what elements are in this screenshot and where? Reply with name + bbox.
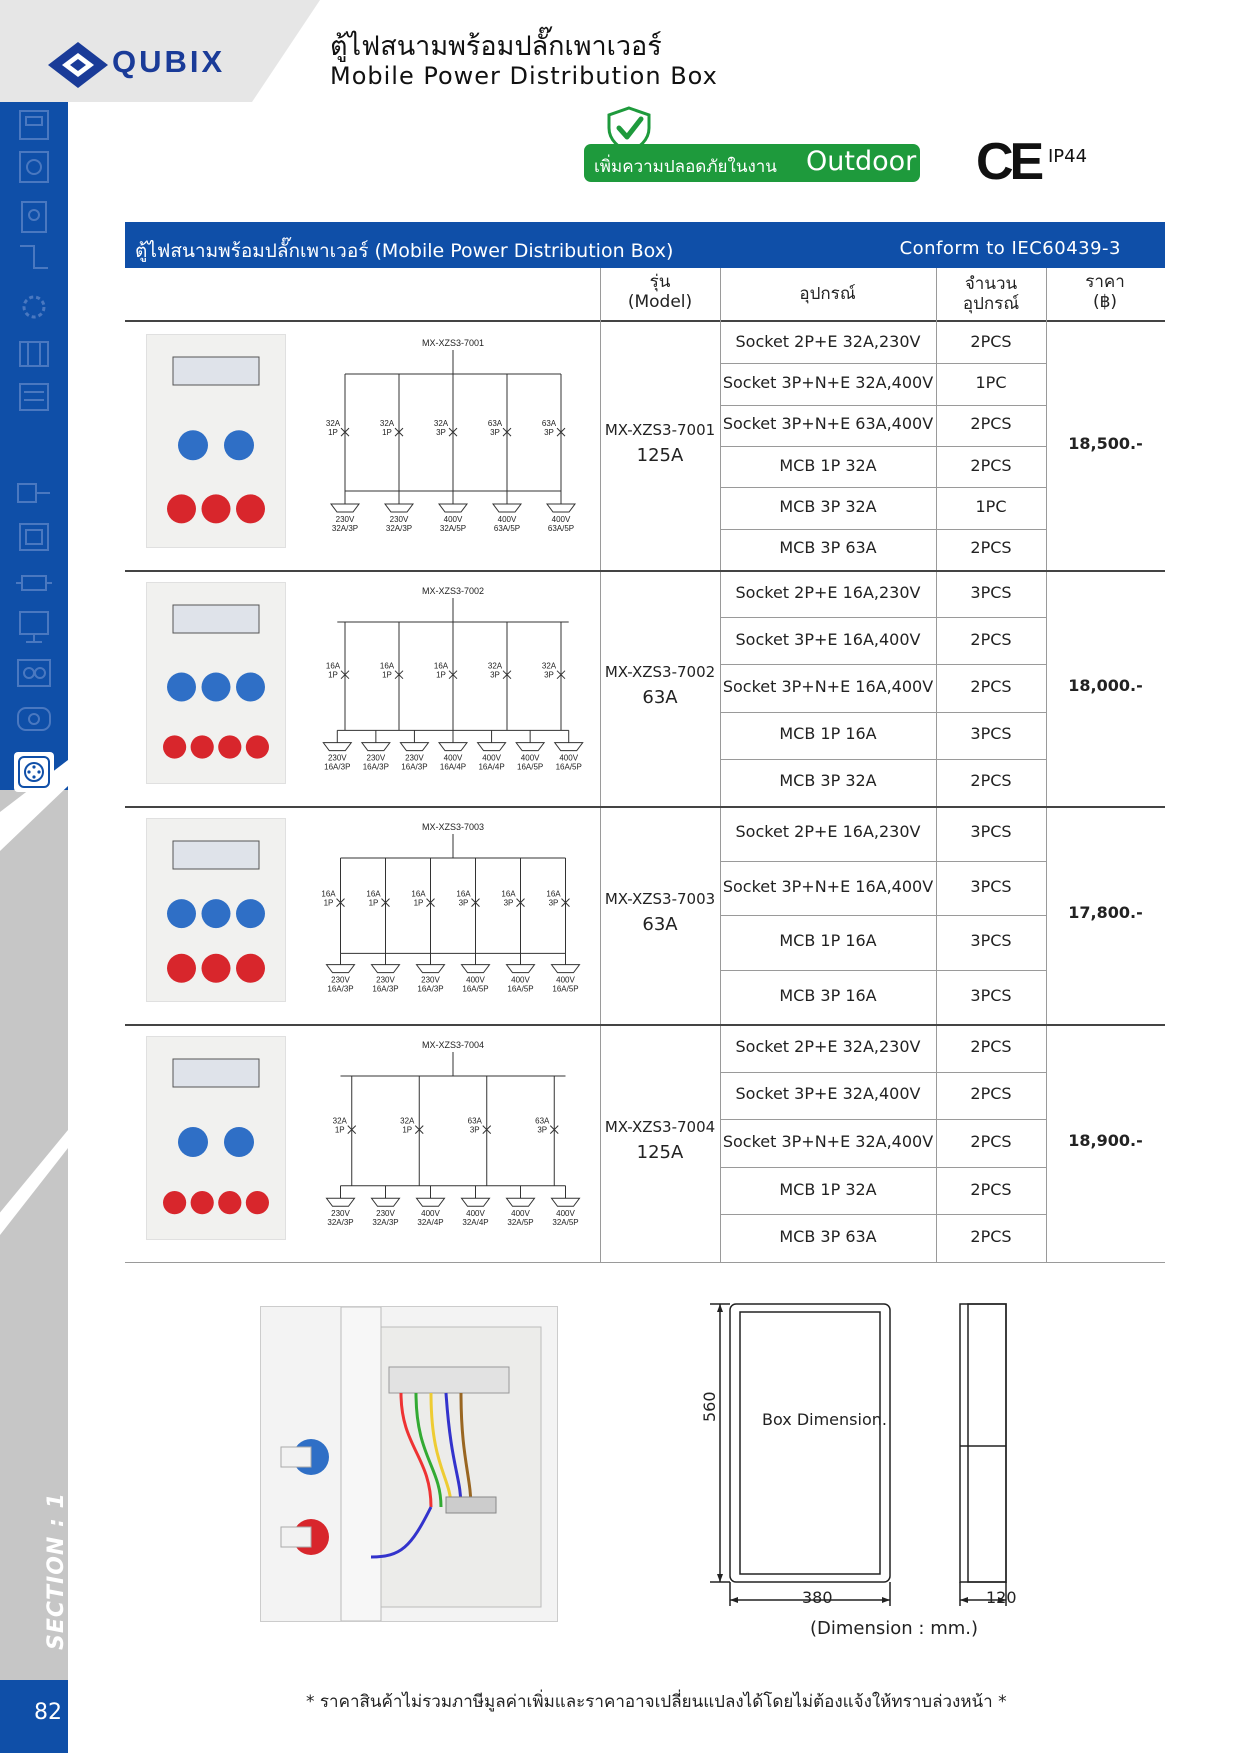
equipment-cell: MCB 3P 63A <box>779 538 877 558</box>
outlet-symbol <box>327 965 355 973</box>
outlet-symbol <box>372 965 400 973</box>
breaker-rating: 16A <box>411 889 426 899</box>
equipment-cell: MCB 1P 32A <box>779 455 877 475</box>
breaker-poles: 1P <box>368 898 379 908</box>
outlet-voltage: 230V <box>366 753 386 763</box>
table-column-divider <box>1046 268 1047 1262</box>
breaker-poles: 3P <box>436 428 446 438</box>
outlet-voltage: 400V <box>556 1209 575 1219</box>
socket-red <box>218 735 241 758</box>
equipment-cell: Socket 2P+E 16A,230V <box>735 822 921 842</box>
socket-blue <box>224 430 254 460</box>
outlet-rating: 16A/3P <box>372 984 399 994</box>
outlet-rating: 32A/4P <box>462 1218 489 1228</box>
outlet-voltage: 400V <box>511 975 530 985</box>
price-cell: 17,800.- <box>1068 903 1143 922</box>
model-rating: 125A <box>636 445 684 466</box>
price-cell: 18,900.- <box>1068 1131 1143 1150</box>
table-row-rule <box>720 915 1046 916</box>
breaker-poles: 3P <box>548 898 559 908</box>
quantity-cell: 2PCS <box>970 1227 1012 1247</box>
breaker-window <box>173 605 259 633</box>
outlet-symbol <box>507 1198 535 1206</box>
sidebar-switch-icon <box>14 108 54 142</box>
breaker-rating: 16A <box>321 889 336 899</box>
equipment-cell: Socket 3P+E 32A,400V <box>735 1084 921 1104</box>
price-cell: 18,500.- <box>1068 434 1143 453</box>
equipment-cell: Socket 3P+E 16A,400V <box>735 629 921 649</box>
equipment-cell: MCB 3P 63A <box>779 1227 877 1247</box>
socket-red <box>246 735 269 758</box>
table-group-rule <box>125 1262 1165 1263</box>
table-group-rule <box>125 570 1165 572</box>
outlet-voltage: 400V <box>421 1209 440 1219</box>
breaker-rating: 16A <box>546 889 561 899</box>
table-row-rule <box>720 970 1046 971</box>
table-row-rule <box>720 446 1046 447</box>
model-code: MX-XZS3-7004 <box>604 1118 716 1136</box>
table-row-rule <box>720 405 1046 406</box>
dimension-depth: 120 <box>986 1588 1017 1607</box>
quantity-cell: 3PCS <box>970 822 1012 842</box>
table-row-rule <box>720 617 1046 618</box>
table-header-rule <box>125 320 1165 322</box>
ip-rating: IP44 <box>1048 146 1088 167</box>
socket-red <box>202 494 231 523</box>
breaker-poles: 1P <box>382 428 392 438</box>
socket-red <box>246 1191 269 1214</box>
outlet-symbol <box>362 743 390 751</box>
column-header-quantity <box>936 274 1046 314</box>
breaker-window <box>173 841 259 869</box>
page-title-thai: ตู้ไฟสนามพร้อมปลั๊กเพาเวอร์ <box>330 31 662 62</box>
model-rating: 63A <box>642 914 678 935</box>
outdoor-badge-english: Outdoor <box>806 146 917 177</box>
model-rating: 63A <box>642 687 678 708</box>
socket-blue <box>167 673 196 702</box>
page-title-english: Mobile Power Distribution Box <box>330 62 718 90</box>
model-cell <box>600 418 720 468</box>
outlet-voltage: 400V <box>466 1209 485 1219</box>
table-row-rule <box>720 664 1046 665</box>
quantity-cell: 2PCS <box>970 538 1012 558</box>
outdoor-badge-thai: เพิ่มความปลอดภัยในงาน <box>594 157 777 177</box>
column-header-price-2: (฿) <box>1092 292 1118 312</box>
socket-red <box>167 494 196 523</box>
equipment-cell: MCB 3P 16A <box>779 985 877 1005</box>
socket-red <box>236 494 265 523</box>
outlet-symbol <box>372 1198 400 1206</box>
column-header-price <box>1046 272 1164 312</box>
product-photo-illustration <box>147 583 285 783</box>
outlet-voltage: 400V <box>551 515 571 525</box>
page-number: 82 <box>34 1700 62 1725</box>
quantity-cell: 3PCS <box>970 985 1012 1005</box>
quantity-cell: 2PCS <box>970 414 1012 434</box>
product-photo-illustration <box>147 819 285 1001</box>
quantity-cell: 2PCS <box>970 677 1012 696</box>
table-title: ตู้ไฟสนามพร้อมปลั๊กเพาเวอร์ (Mobile Power Distribution Box) <box>135 240 674 262</box>
quantity-cell: 2PCS <box>970 1179 1012 1199</box>
socket-red <box>191 1191 214 1214</box>
outlet-voltage: 230V <box>331 1209 350 1219</box>
outlet-voltage: 400V <box>511 1209 530 1219</box>
breaker-rating: 32A <box>433 419 449 429</box>
breaker-poles: 3P <box>537 1125 548 1135</box>
wiring-diagram-svg <box>308 1036 598 1244</box>
socket-red <box>202 954 231 983</box>
outlet-rating: 63A/5P <box>493 524 521 534</box>
socket-blue <box>178 1127 208 1157</box>
model-cell <box>600 887 720 937</box>
diagram-title: MX-XZS3-7004 <box>421 1040 485 1050</box>
product-photo <box>146 334 286 548</box>
table-row-rule <box>720 363 1046 364</box>
sidebar-gear-icon <box>14 290 54 324</box>
outlet-voltage: 400V <box>559 753 579 763</box>
equipment-cell: MCB 1P 16A <box>779 724 877 744</box>
breaker-rating: 32A <box>325 419 341 429</box>
breaker-poles: 3P <box>490 428 500 438</box>
product-photo <box>146 582 286 784</box>
outlet-symbol <box>417 965 445 973</box>
breaker-poles: 1P <box>328 428 338 438</box>
breaker-poles: 3P <box>458 898 469 908</box>
diagram-title: MX-XZS3-7002 <box>421 586 485 596</box>
outlet-symbol <box>385 504 413 512</box>
breaker-poles: 3P <box>503 898 514 908</box>
table-row-rule <box>720 1214 1046 1215</box>
socket-blue <box>167 899 196 928</box>
dimension-width: 380 <box>802 1588 833 1607</box>
outlet-rating: 16A/3P <box>401 762 428 772</box>
outlet-voltage: 230V <box>376 1209 395 1219</box>
socket-blue <box>224 1127 254 1157</box>
dimension-height: 560 <box>700 1391 719 1422</box>
outlet-symbol <box>327 1198 355 1206</box>
breaker-poles: 1P <box>323 898 334 908</box>
breaker-poles: 1P <box>413 898 424 908</box>
outlet-voltage: 400V <box>497 515 517 525</box>
socket-red <box>236 954 265 983</box>
outlet-voltage: 230V <box>327 753 347 763</box>
model-code: MX-XZS3-7002 <box>604 663 716 681</box>
outlet-rating: 32A/5P <box>507 1218 534 1228</box>
socket-red <box>167 954 196 983</box>
model-cell <box>600 1115 720 1165</box>
equipment-cell: MCB 3P 32A <box>779 497 877 516</box>
table-row-rule <box>720 861 1046 862</box>
open-box-photo <box>260 1306 558 1622</box>
table-group-rule <box>125 1024 1165 1026</box>
equipment-cell: Socket 3P+N+E 32A,400V <box>722 373 934 392</box>
wiring-diagram-svg <box>308 334 598 552</box>
sidebar-outlet-icon <box>14 702 54 736</box>
column-header-price-1: ราคา <box>1085 272 1125 292</box>
outlet-rating: 16A/5P <box>552 984 579 994</box>
equipment-cell: MCB 3P 32A <box>779 771 877 791</box>
outlet-rating: 16A/5P <box>517 762 544 772</box>
outlet-rating: 16A/3P <box>324 762 351 772</box>
table-row-rule <box>720 712 1046 713</box>
breaker-poles: 3P <box>544 428 554 438</box>
model-cell <box>600 660 720 710</box>
table-row-rule <box>720 1072 1046 1073</box>
outlet-voltage: 230V <box>376 975 395 985</box>
socket-red <box>163 1191 186 1214</box>
outlet-symbol <box>439 743 467 751</box>
table-title-bar <box>125 222 1165 268</box>
breaker-poles: 1P <box>402 1125 413 1135</box>
quantity-cell: 1PC <box>975 373 1007 392</box>
sidebar-panel-icon <box>14 656 54 690</box>
breaker-rating: 16A <box>379 661 395 671</box>
outlet-rating: 16A/4P <box>439 762 467 772</box>
quantity-cell: 2PCS <box>970 331 1012 351</box>
sidebar-cable-icon <box>14 240 54 274</box>
breaker-rating: 32A <box>487 661 503 671</box>
outlet-voltage: 400V <box>556 975 575 985</box>
diagram-title: MX-XZS3-7001 <box>421 338 485 348</box>
sidebar-connector-icon <box>14 566 54 600</box>
outlet-voltage: 400V <box>443 515 463 525</box>
column-header-quantity-2: อุปกรณ์ <box>962 294 1020 314</box>
wiring-diagram <box>308 334 598 552</box>
breaker-rating: 32A <box>379 419 395 429</box>
wiring-diagram-svg <box>308 818 598 1006</box>
outlet-symbol <box>516 743 544 751</box>
sidebar-building-icon <box>14 336 54 370</box>
outlet-symbol <box>552 965 580 973</box>
outlet-rating: 32A/3P <box>331 524 359 534</box>
diagram-title: MX-XZS3-7003 <box>421 822 485 832</box>
quantity-cell: 3PCS <box>970 582 1012 602</box>
socket-blue <box>202 673 231 702</box>
outlet-symbol <box>507 965 535 973</box>
breaker-poles: 3P <box>490 670 500 680</box>
breaker-poles: 3P <box>469 1125 480 1135</box>
model-rating: 125A <box>636 1142 684 1163</box>
socket-blue <box>236 673 265 702</box>
table-standard: Conform to IEC60439-3 <box>899 238 1121 259</box>
column-header-model-thai: รุ่น <box>649 272 671 292</box>
outlet-symbol <box>439 504 467 512</box>
outlet-rating: 16A/3P <box>417 984 444 994</box>
table-row-rule <box>720 1167 1046 1168</box>
breaker-poles: 1P <box>436 670 446 680</box>
outlet-symbol <box>478 743 506 751</box>
outlet-rating: 32A/4P <box>417 1218 444 1228</box>
sidebar-box-icon <box>14 520 54 554</box>
section-label: SECTION : 1 <box>44 1492 69 1650</box>
outlet-rating: 16A/3P <box>327 984 354 994</box>
outdoor-safety-badge <box>584 144 920 182</box>
outlet-symbol <box>462 1198 490 1206</box>
industrial-socket-icon <box>14 752 54 792</box>
column-header-equipment: อุปกรณ์ <box>799 284 856 304</box>
breaker-poles: 3P <box>544 670 554 680</box>
equipment-cell: Socket 2P+E 32A,230V <box>735 1036 921 1056</box>
quantity-cell: 2PCS <box>970 455 1012 475</box>
breaker-rating: 16A <box>366 889 381 899</box>
model-code: MX-XZS3-7003 <box>604 890 716 908</box>
breaker-poles: 1P <box>382 670 392 680</box>
outlet-symbol <box>555 743 583 751</box>
outlet-voltage: 230V <box>405 753 424 763</box>
quantity-cell: 1PC <box>975 497 1007 516</box>
outlet-voltage: 400V <box>443 753 463 763</box>
outlet-rating: 32A/3P <box>372 1218 399 1228</box>
wiring-diagram <box>308 582 598 788</box>
outlet-rating: 16A/5P <box>507 984 534 994</box>
box-dimension-drawing <box>690 1296 1050 1616</box>
wiring-diagram <box>308 818 598 1006</box>
outlet-voltage: 400V <box>520 753 540 763</box>
outlet-symbol <box>493 504 521 512</box>
wiring-diagram-svg <box>308 582 598 788</box>
outlet-symbol <box>400 743 428 751</box>
product-photo-illustration <box>147 335 285 547</box>
equipment-cell: MCB 1P 32A <box>779 1179 877 1199</box>
column-header-model <box>600 272 720 312</box>
outlet-voltage: 400V <box>466 975 485 985</box>
product-photo-illustration <box>147 1037 285 1239</box>
sidebar-plug-icon <box>14 150 54 184</box>
ce-mark: CE <box>976 133 1041 191</box>
outlet-symbol <box>462 965 490 973</box>
outlet-rating: 32A/3P <box>327 1218 354 1228</box>
breaker-rating: 63A <box>535 1116 550 1126</box>
price-cell: 18,000.- <box>1068 676 1143 695</box>
breaker-rating: 16A <box>325 661 341 671</box>
open-box-illustration <box>261 1307 557 1621</box>
table-row-rule <box>720 487 1046 488</box>
outlet-rating: 16A/3P <box>362 762 389 772</box>
equipment-cell: Socket 3P+N+E 63A,400V <box>722 414 934 434</box>
outlet-symbol <box>552 1198 580 1206</box>
quantity-cell: 2PCS <box>970 1132 1012 1151</box>
equipment-cell: Socket 2P+E 32A,230V <box>735 331 921 351</box>
breaker-rating: 32A <box>332 1116 347 1126</box>
brand-name: QUBIX <box>112 44 226 79</box>
table-group-rule <box>125 806 1165 808</box>
table-row-rule <box>720 759 1046 760</box>
quantity-cell: 3PCS <box>970 931 1012 951</box>
breaker-window <box>173 357 259 385</box>
socket-red <box>163 735 186 758</box>
outlet-voltage: 400V <box>482 753 501 763</box>
breaker-rating: 32A <box>541 661 557 671</box>
outlet-rating: 32A/5P <box>439 524 467 534</box>
outlet-voltage: 230V <box>335 515 355 525</box>
model-code: MX-XZS3-7001 <box>604 421 716 439</box>
outlet-symbol <box>323 743 351 751</box>
quantity-cell: 2PCS <box>970 771 1012 791</box>
quantity-cell: 3PCS <box>970 724 1012 744</box>
breaker-rating: 63A <box>487 419 503 429</box>
breaker-rating: 16A <box>433 661 449 671</box>
breaker-rating: 16A <box>456 889 471 899</box>
breaker-rating: 63A <box>467 1116 482 1126</box>
outlet-rating: 16A/5P <box>462 984 489 994</box>
outlet-voltage: 230V <box>421 975 440 985</box>
product-photo <box>146 818 286 1002</box>
equipment-cell: Socket 3P+N+E 16A,400V <box>722 677 934 696</box>
outlet-voltage: 230V <box>331 975 350 985</box>
breaker-rating: 32A <box>400 1116 415 1126</box>
dimension-unit-note: (Dimension : mm.) <box>810 1618 979 1639</box>
equipment-cell: Socket 3P+N+E 16A,400V <box>722 876 934 896</box>
quantity-cell: 3PCS <box>970 876 1012 896</box>
socket-red <box>218 1191 241 1214</box>
outlet-rating: 63A/5P <box>547 524 575 534</box>
column-header-quantity-1: จำนวน <box>964 274 1018 294</box>
outlet-rating: 16A/5P <box>555 762 582 772</box>
quantity-cell: 2PCS <box>970 629 1012 649</box>
socket-red <box>191 735 214 758</box>
equipment-cell: Socket 3P+N+E 32A,400V <box>722 1132 934 1151</box>
wiring-diagram <box>308 1036 598 1244</box>
outlet-rating: 32A/5P <box>552 1218 579 1228</box>
equipment-cell: Socket 2P+E 16A,230V <box>735 582 921 602</box>
product-photo <box>146 1036 286 1240</box>
sidebar-tool-icon <box>14 476 54 510</box>
quantity-cell: 2PCS <box>970 1084 1012 1104</box>
sidebar-meter-icon <box>14 380 54 414</box>
socket-blue <box>202 899 231 928</box>
socket-blue <box>178 430 208 460</box>
breaker-window <box>173 1059 259 1087</box>
socket-blue <box>236 899 265 928</box>
table-row-rule <box>720 529 1046 530</box>
breaker-rating: 63A <box>541 419 557 429</box>
column-header-model-english: (Model) <box>627 292 693 312</box>
outlet-voltage: 230V <box>389 515 409 525</box>
outlet-symbol <box>547 504 575 512</box>
breaker-poles: 1P <box>328 670 338 680</box>
equipment-cell: MCB 1P 16A <box>779 931 877 951</box>
table-row-rule <box>720 1119 1046 1120</box>
outlet-rating: 32A/3P <box>385 524 413 534</box>
breaker-rating: 16A <box>501 889 516 899</box>
breaker-poles: 1P <box>334 1125 345 1135</box>
sidebar-active-item[interactable] <box>14 752 54 792</box>
outlet-symbol <box>417 1198 445 1206</box>
outlet-rating: 16A/4P <box>478 762 505 772</box>
outlet-symbol <box>331 504 359 512</box>
sidebar-socket-icon <box>14 200 54 234</box>
quantity-cell: 2PCS <box>970 1036 1012 1056</box>
box-dimension-label: Box Dimension. <box>762 1410 887 1429</box>
sidebar-monitor-icon <box>14 610 54 644</box>
price-footnote: * ราคาสินค้าไม่รวมภาษีมูลค่าเพิ่มและราคาอาจเปลี่ยนแปลงได้โดยไม่ต้องแจ้งให้ทราบล่วงหน้า * <box>306 1692 1007 1712</box>
